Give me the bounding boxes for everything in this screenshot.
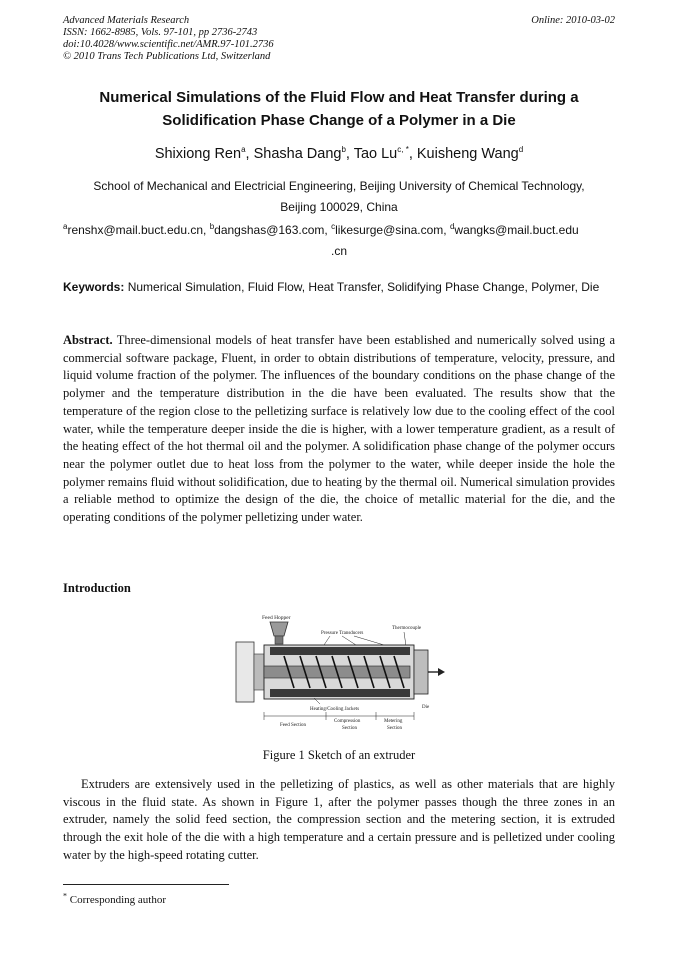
author-name: Tao Lu <box>353 146 398 162</box>
flow-arrow <box>438 668 445 676</box>
hopper-neck <box>275 636 283 644</box>
label-metering-2: Section <box>387 726 402 731</box>
heating-jacket-top <box>270 647 410 655</box>
label-pressure-transducers: Pressure Transducers <box>321 631 364 636</box>
paper-title <box>40 86 638 132</box>
abstract <box>63 332 615 527</box>
section-heading-introduction: Introduction <box>63 581 131 595</box>
email-sup: c <box>331 222 336 231</box>
pressure-pointer-2 <box>342 636 356 645</box>
author-sup: a <box>241 145 246 155</box>
introduction-paragraph: Extruders are extensively used in the pelletizing of plastics, as well as other materials that are highly viscous in the fluid state. As shown in Figure 1, after the polymer passes though the three zones in an extruder, namely the solid feed section, the compression section and the metering section, it is extruded through the exit hole of the die with a high temperature and a certain pressure and is pelletized under cooling water by the high-speed rotating cutter. <box>63 777 615 862</box>
label-metering-1: Metering <box>384 719 403 724</box>
author-sep: , <box>408 146 417 162</box>
email-sup: d <box>449 222 455 231</box>
email-sup: a <box>63 222 68 231</box>
die-block <box>414 650 428 694</box>
affiliation <box>40 176 638 218</box>
abstract-text: Three-dimensional models of heat transfer have been established and numerically solved using a commercial software package, Fluent, in order to obtain distributions of temperature, velocity, pressure, and liquid volume fraction of the polymer. The influences of the boundary conditions on the phase change of the polymer and the temperature distribution in the die have been evaluated. The results show that the temperature of the region close to the pelletizing surface is relatively low due to the cooling effect of the cool water, while the temperature deeper inside the die is higher, with a lower temperature gradient, as a result of the heating effect of the hot thermal oil and the polymer. A solidification phase change of the polymer occurs near the polymer outlet due to heat loss from the polymer to the water, while deeper inside the hole the polymer remains fluid without solidification, due to heating by the thermal oil. Numerical simulation provides a reliable method to optimize the design of the die, the choice of metallic material for the die, and the operating conditions of the polymer pelletizing under water. <box>63 333 615 525</box>
label-compression-2: Section <box>342 726 357 731</box>
author-emails <box>63 220 615 262</box>
footnote-rule <box>63 884 229 885</box>
author-sup: b <box>341 145 346 155</box>
footnote-sup: * <box>63 891 67 901</box>
pressure-pointer-1 <box>324 636 330 645</box>
email-a[interactable]: renshx@mail.buct.edu.cn, <box>67 223 210 237</box>
extruder-sketch <box>234 612 446 736</box>
drive-coupling <box>254 654 264 690</box>
drive-housing <box>236 642 254 702</box>
keywords-label: Keywords: <box>63 280 125 294</box>
author-sup: d <box>518 145 524 155</box>
email-b[interactable]: dangshas@163.com, <box>214 223 332 237</box>
affiliation-line-2: Beijing 100029, China <box>280 200 398 214</box>
label-compression-1: Compression <box>334 719 361 724</box>
online-date: Online: 2010-03-02 <box>531 15 615 26</box>
heating-jacket-bottom <box>270 689 410 697</box>
keywords <box>63 279 615 296</box>
running-header <box>63 15 615 63</box>
email-sup: b <box>209 222 215 231</box>
abstract-label: Abstract. <box>63 333 113 347</box>
author-name: Kuisheng Wang <box>416 146 519 162</box>
label-thermocouple: Thermocouple <box>392 626 422 631</box>
pressure-pointer-3 <box>354 636 384 645</box>
author-name: Shasha Dang <box>253 146 342 162</box>
doi-line: doi:10.4028/www.scientific.net/AMR.97-101.2736 <box>63 39 274 50</box>
issn-line: ISSN: 1662-8985, Vols. 97-101, pp 2736-2743 <box>63 27 258 38</box>
author-sup: c, * <box>397 145 409 155</box>
feed-hopper <box>270 622 288 636</box>
affiliation-line-1: School of Mechanical and Electricial Engineering, Beijing University of Chemical Technology, <box>93 179 585 193</box>
figure-caption: Figure 1 Sketch of an extruder <box>262 748 416 762</box>
label-heating-jackets: Heating/Cooling Jackets <box>310 707 360 712</box>
title-line-2: Solidification Phase Change of a Polymer in a Die <box>162 112 516 129</box>
label-feed-section: Feed Section <box>280 723 306 728</box>
keywords-text: Numerical Simulation, Fluid Flow, Heat Transfer, Solidifying Phase Change, Polymer, Die <box>124 280 600 294</box>
label-feed-hopper: Feed Hopper <box>262 615 291 621</box>
email-c[interactable]: likesurge@sina.com, <box>335 223 450 237</box>
journal-name: Advanced Materials Research <box>63 15 190 26</box>
title-line-1: Numerical Simulations of the Fluid Flow and Heat Transfer during a <box>99 89 579 106</box>
email-d-continued: .cn <box>330 244 347 258</box>
email-d[interactable]: wangks@mail.buct.edu <box>454 223 579 237</box>
author-sep: , <box>245 146 254 162</box>
footnote <box>63 891 166 906</box>
author-list <box>40 146 638 162</box>
thermocouple-pointer <box>404 632 406 646</box>
footnote-text: Corresponding author <box>67 894 166 906</box>
author-name: Shixiong Ren <box>154 146 242 162</box>
copyright-line: © 2010 Trans Tech Publications Ltd, Switzerland <box>63 51 271 62</box>
author-sep: , <box>345 146 354 162</box>
label-die: Die <box>422 705 430 710</box>
